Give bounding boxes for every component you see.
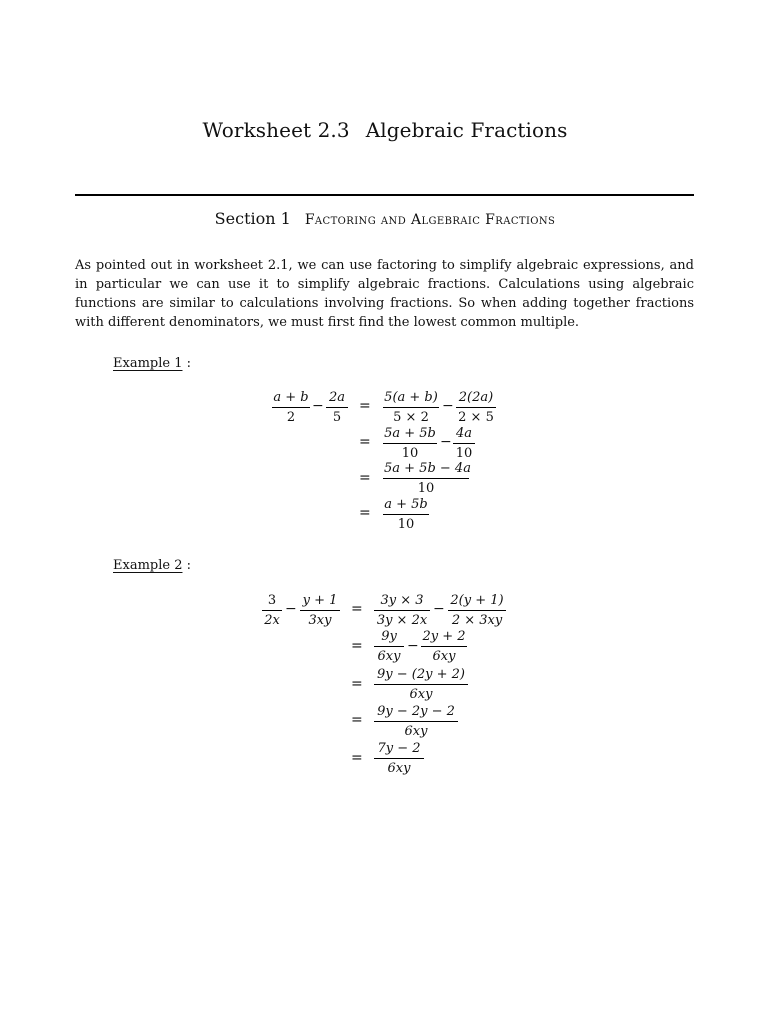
example-2-title: Example 2 — [113, 558, 183, 573]
fraction-bar — [272, 407, 310, 408]
fraction — [383, 425, 437, 462]
denominator: 6xy — [387, 761, 411, 776]
fraction-bar — [448, 610, 506, 611]
example-2-colon: : — [182, 558, 191, 573]
fraction-bar — [374, 758, 424, 759]
section-name: Factoring and Algebraic Fractions — [304, 212, 556, 228]
numerator: 3 — [267, 593, 277, 608]
fraction-bar — [374, 721, 458, 722]
fraction-bar — [374, 646, 404, 647]
fraction — [374, 628, 404, 665]
intro-paragraph: As pointed out in worksheet 2.1, we can use factoring to simplify algebraic expressions, and in particular we can use it to simplify algebraic fractions. Calculations using algebraic functions are similar to calculations involving fractions. So when adding together fractions with different denominators, we must first find the lowest common multiple. — [75, 258, 694, 330]
denominator: 6xy — [432, 649, 456, 664]
worksheet-name: Algebraic Fractions — [365, 118, 568, 142]
numerator: 2y + 2 — [422, 629, 466, 644]
equals-sign: = — [351, 676, 363, 692]
denominator: 10 — [401, 446, 419, 461]
denominator: 10 — [455, 446, 473, 461]
fraction-bar — [383, 478, 469, 479]
denominator: 5 — [332, 410, 342, 425]
minus-sign: − — [433, 601, 445, 617]
numerator: 9y — [381, 629, 397, 644]
example-1-colon: : — [182, 356, 191, 371]
numerator: 9y − (2y + 2) — [377, 667, 465, 682]
denominator: 3y × 2x — [376, 613, 428, 628]
denominator: 6xy — [377, 649, 401, 664]
fraction-bar — [374, 610, 430, 611]
section-heading — [0, 209, 770, 228]
fraction-bar — [421, 646, 467, 647]
header-rule — [75, 194, 694, 196]
numerator: 5(a + b) — [384, 390, 438, 405]
numerator: y + 1 — [302, 593, 338, 608]
denominator: 2x — [264, 613, 280, 628]
equals-sign: = — [359, 505, 371, 521]
fraction — [453, 425, 475, 462]
denominator: 2 — [286, 410, 296, 425]
fraction — [383, 389, 439, 426]
denominator: 6xy — [409, 687, 433, 702]
example-1-label — [113, 356, 191, 371]
denominator: 5 × 2 — [393, 410, 429, 425]
denominator: 3xy — [308, 613, 332, 628]
numerator: 5a + 5b − 4a — [384, 461, 471, 476]
fraction — [383, 460, 469, 497]
fraction — [448, 592, 506, 629]
example-1-title: Example 1 — [113, 356, 183, 371]
denominator: 6xy — [404, 724, 428, 739]
equals-sign: = — [359, 398, 371, 414]
worksheet-number: Worksheet 2.3 — [202, 118, 350, 142]
section-number: Section 1 — [214, 209, 291, 228]
denominator: 2 × 5 — [458, 410, 494, 425]
numerator: 2(2a) — [458, 390, 494, 405]
fraction — [326, 389, 348, 426]
fraction-bar — [383, 443, 437, 444]
fraction — [262, 592, 282, 629]
fraction-bar — [456, 407, 496, 408]
numerator: 2a — [328, 390, 346, 405]
fraction — [374, 740, 424, 777]
numerator: 4a — [455, 426, 473, 441]
minus-sign: − — [407, 638, 419, 654]
page-title — [0, 118, 770, 142]
fraction — [456, 389, 496, 426]
equals-sign: = — [351, 601, 363, 617]
minus-sign: − — [285, 601, 297, 617]
denominator: 10 — [417, 481, 435, 496]
numerator: 3y × 3 — [380, 593, 424, 608]
fraction — [272, 389, 310, 426]
numerator: a + 5b — [384, 497, 428, 512]
fraction — [374, 703, 458, 740]
fraction-bar — [383, 407, 439, 408]
equals-sign: = — [351, 638, 363, 654]
fraction-bar — [262, 610, 282, 611]
fraction — [374, 592, 430, 629]
fraction — [421, 628, 467, 665]
equals-sign: = — [351, 712, 363, 728]
minus-sign: − — [440, 434, 452, 450]
example-2-label — [113, 558, 191, 573]
minus-sign: − — [442, 398, 454, 414]
equals-sign: = — [359, 434, 371, 450]
fraction — [300, 592, 340, 629]
fraction — [383, 496, 429, 533]
fraction-bar — [326, 407, 348, 408]
equals-sign: = — [351, 750, 363, 766]
fraction-bar — [383, 514, 429, 515]
numerator: 7y − 2 — [377, 741, 421, 756]
numerator: 2(y + 1) — [450, 593, 504, 608]
equals-sign: = — [359, 470, 371, 486]
minus-sign: − — [312, 398, 324, 414]
fraction-bar — [453, 443, 475, 444]
numerator: 5a + 5b — [384, 426, 436, 441]
fraction — [374, 666, 468, 703]
denominator: 2 × 3xy — [451, 613, 503, 628]
numerator: 9y − 2y − 2 — [377, 704, 455, 719]
fraction-bar — [374, 684, 468, 685]
denominator: 10 — [397, 517, 415, 532]
numerator: a + b — [273, 390, 309, 405]
fraction-bar — [300, 610, 340, 611]
